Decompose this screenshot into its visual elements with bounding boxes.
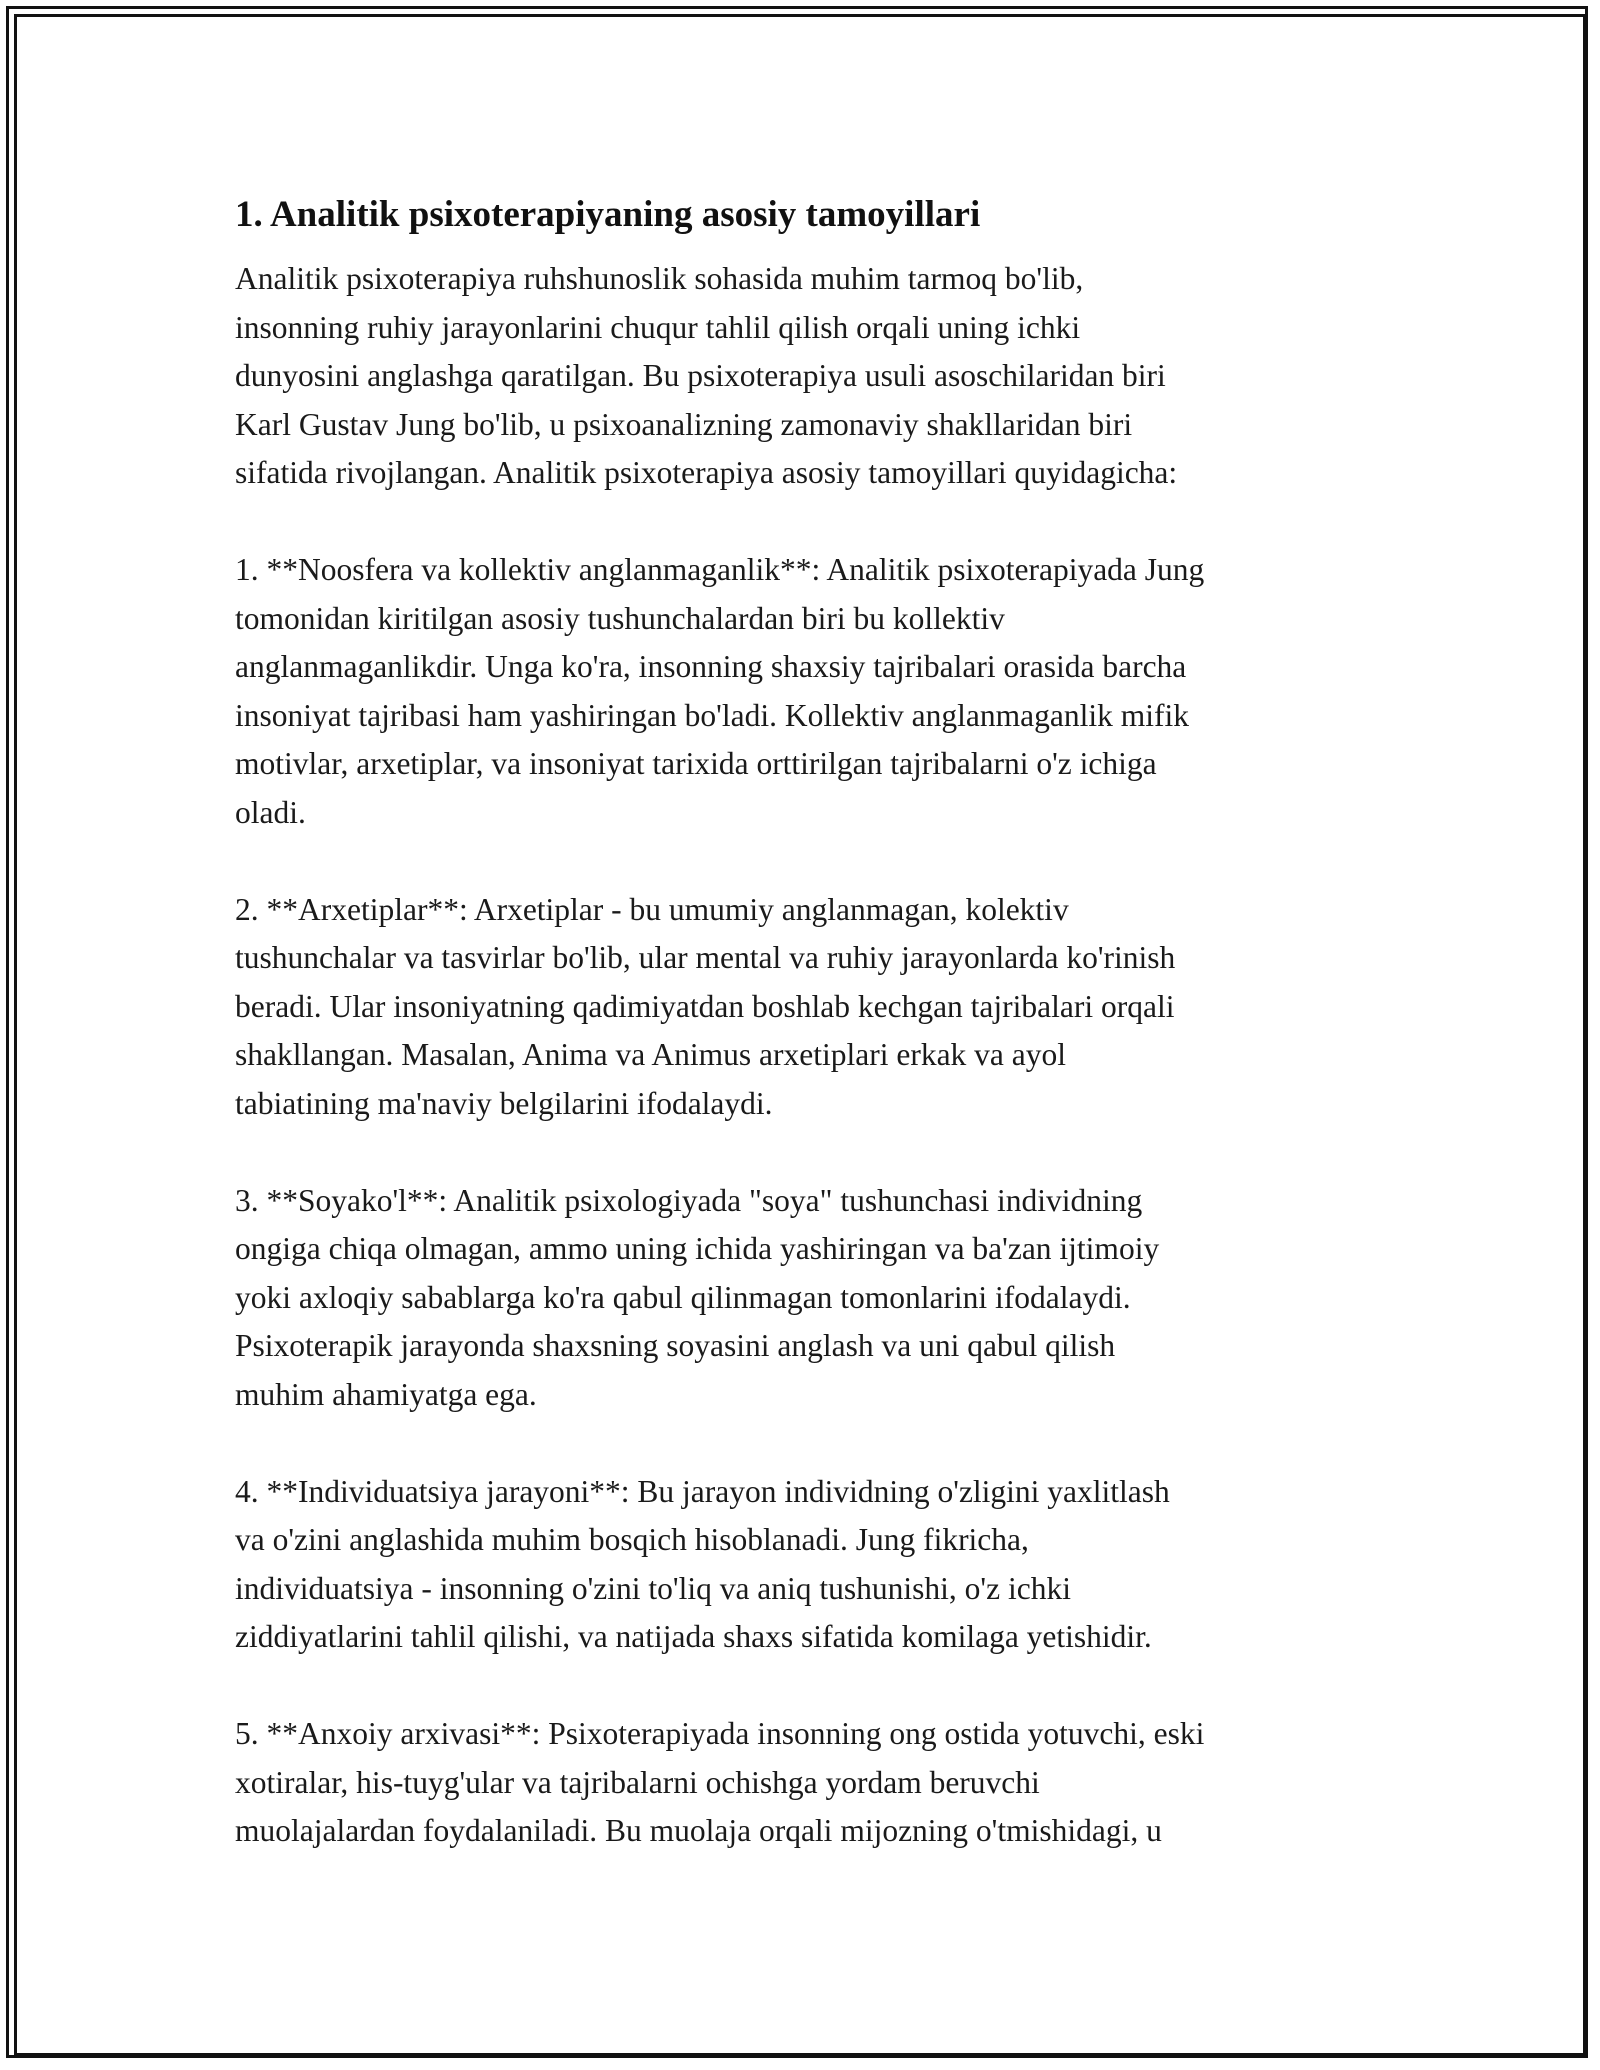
document-content <box>235 185 1400 1856</box>
section-heading: 1. Analitik psixoterapiyaning asosiy tamoyillari <box>235 194 981 235</box>
body-text: Analitik psixoterapiya ruhshunoslik sohasida muhim tarmoq bo'lib, insonning ruhiy jarayonlarini chuqur tahlil qilish orqali uning ichki dunyosini anglashga qaratilgan. Bu psixoterapiya usuli asoschilaridan biri Karl Gustav Jung bo'lib, u psixoanalizning zamonaviy shakllaridan biri sifatida rivojlangan. Analitik psixoterapiya asosiy tamoyillari quyidagicha: 1. **Noosfera va kollektiv anglanmaganlik**: Analitik psixoterapiyada Jung tomonidan kiritilgan asosiy tushunchalardan biri bu kollektiv anglanmaganlikdir. Unga ko'ra, insonning shaxsiy tajribalari orasida barcha insoniyat tajribasi ham yashiringan bo'ladi. Kollektiv anglanmaganlik mifik motivlar, arxetiplar, va insoniyat tarixida orttirilgan tajribalarni o'z ichiga oladi. 2. **Arxetiplar**: Arxetiplar - bu umumiy anglanmagan, kolektiv tushunchalar va tasvirlar bo'lib, ular mental va ruhiy jarayonlarda ko'rinish beradi. Ular insoniyatning qadimiyatdan boshlab kechgan tajribalari orqali shakllangan. Masalan, Anima va Animus arxetiplari erkak va ayol tabiatining ma'naviy belgilarini ifodalaydi. 3. **Soyako'l**: Analitik psixologiyada "soya" tushunchasi individning ongiga chiqa olmagan, ammo uning ichida yashiringan va ba'zan ijtimoiy yoki axloqiy sabablarga ko'ra qabul qilinmagan tomonlarini ifodalaydi. Psixoterapik jarayonda shaxsning soyasini anglash va uni qabul qilish muhim ahamiyatga ega. 4. **Individuatsiya jarayoni**: Bu jarayon individning o'zligini yaxlitlash va o'zini anglashida muhim bosqich hisoblanadi. Jung fikricha, individuatsiya - insonning o'zini to'liq va aniq tushunishi, o'z ichki ziddiyatlarini tahlil qilishi, va natijada shaxs sifatida komilaga yetishidir. 5. **Anxoiy arxivasi**: Psixoterapiyada insonning ong ostida yotuvchi, eski xotiralar, his-tuyg'ular va tajribalarni ochishga yordam beruvchi muolajalardan foydalaniladi. Bu muolaja orqali mijozning o'tmishidagi, u <box>235 261 1205 1848</box>
